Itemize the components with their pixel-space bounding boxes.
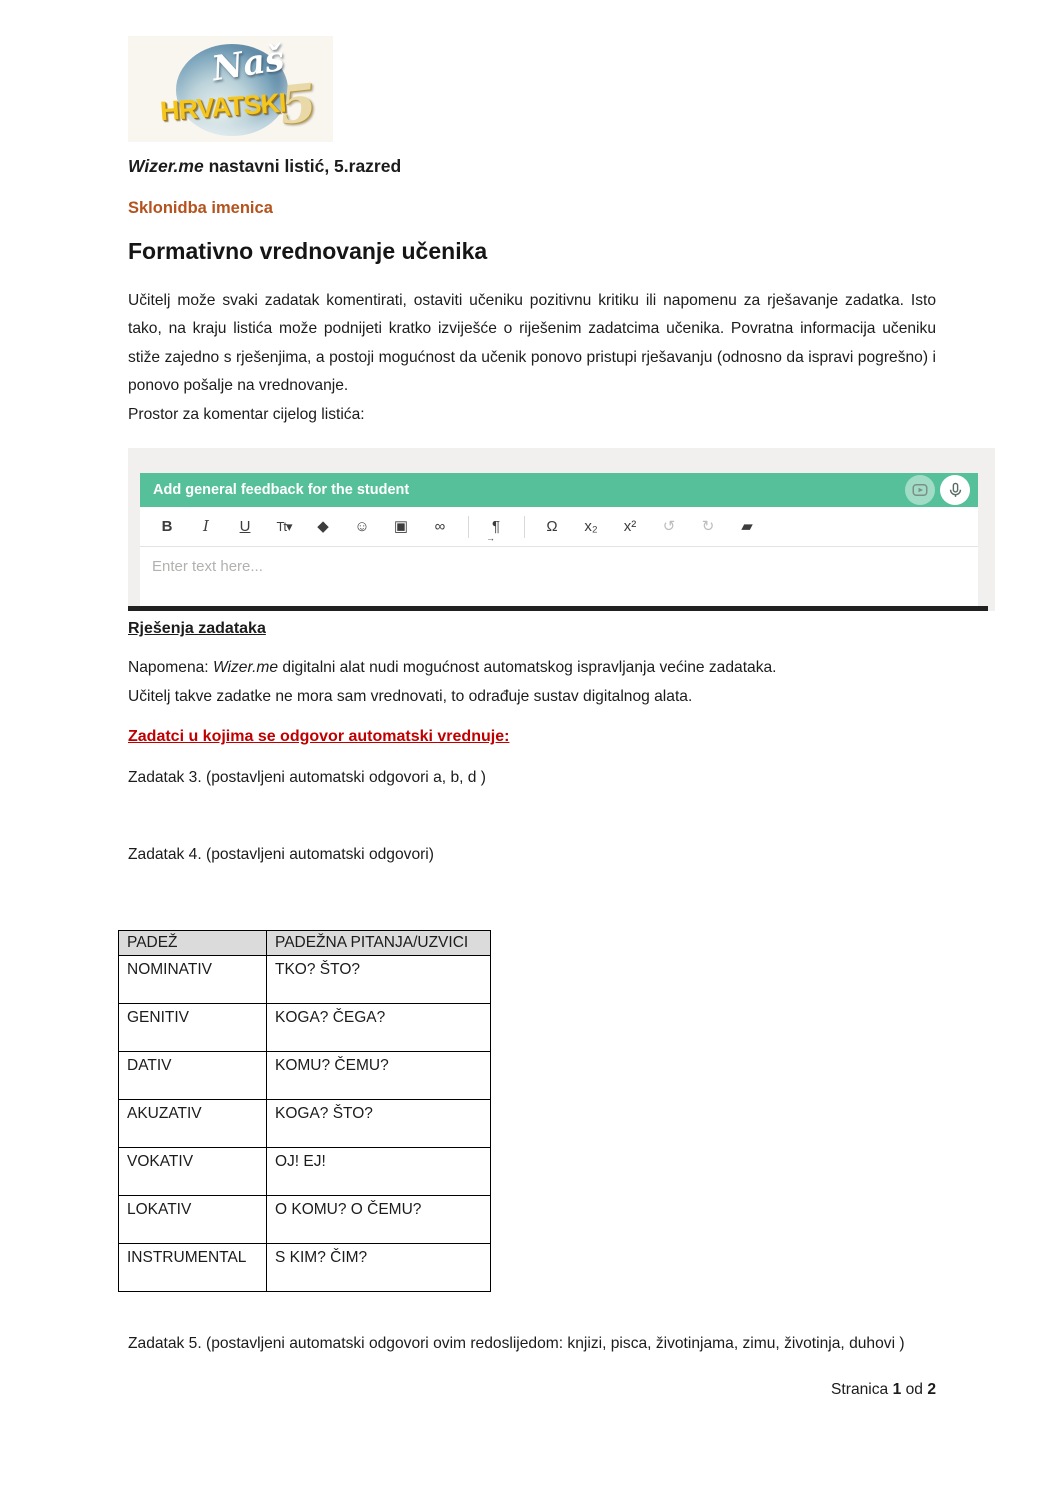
table-header-row [119,931,491,956]
table-header-case: PADEŽ [119,931,267,956]
logo-text-5: 5 [276,72,320,137]
table-row [119,1100,491,1148]
microphone-icon [947,482,964,499]
table-row [119,1244,491,1292]
task-3-line: Zadatak 3. (postavljeni automatski odgovori a, b, d ) [128,769,486,786]
case-question-cell: KOGA? ČEGA? [267,1004,491,1052]
case-question-cell: TKO? ŠTO? [267,956,491,1004]
insert-link-icon[interactable]: ∞ [434,518,446,535]
logo-text-hrvatski: HRVATSKI [159,87,287,127]
special-character-icon[interactable]: Ω [546,518,558,535]
bold-icon[interactable]: B [161,518,173,535]
page-number-footer [128,1381,936,1399]
undo-icon[interactable]: ↺ [662,518,676,535]
note-brand: Wizer.me [212,659,279,676]
video-feedback-button[interactable] [905,475,935,505]
footer-total-pages: 2 [927,1381,936,1398]
page-heading: Formativno vrednovanje učenika [128,238,488,264]
case-name-cell: NOMINATIV [119,956,267,1004]
case-question-cell: KOMU? ČEMU? [267,1052,491,1100]
solutions-heading: Rješenja zadataka [128,620,266,637]
screenshot-crop-line [128,606,988,611]
audio-feedback-button[interactable] [940,475,970,505]
feedback-text-input[interactable]: Enter text here... [152,558,263,575]
footer-current-page: 1 [892,1381,902,1398]
table-header-questions: PADEŽNA PITANJA/UZVICI [267,931,491,956]
case-question-cell: KOGA? ŠTO? [267,1100,491,1148]
footer-label: Stranica [831,1381,889,1398]
comment-space-label: Prostor za komentar cijelog listića: [128,406,365,423]
task-5-line: Zadatak 5. (postavljeni automatski odgovori ovim redoslijedom: knjizi, pisca, životinjama, zimu, životinja, duhovi ) [128,1335,905,1352]
doc-subtitle: Sklonidba imenica [128,199,273,217]
case-name-cell: DATIV [119,1052,267,1100]
table-row [119,956,491,1004]
case-name-cell: AKUZATIV [119,1100,267,1148]
superscript-icon[interactable]: x² [623,518,637,535]
footer-of: od [905,1381,923,1398]
video-feedback-icon [911,481,929,499]
insert-image-icon[interactable]: ▣ [393,518,409,535]
note-line-1 [128,659,777,677]
feedback-widget [140,473,978,606]
note-line-2: Učitelj takve zadatke ne mora sam vrednovati, to odrađuje sustav digitalnog alata. [128,688,693,705]
table-body [119,956,491,1292]
subscript-icon[interactable]: x₂ [584,518,598,535]
feedback-widget-screenshot [128,448,995,611]
note-prefix: Napomena: [128,659,213,676]
case-name-cell: INSTRUMENTAL [119,1244,267,1292]
auto-graded-heading: Zadatci u kojima se odgovor automatski vrednuje: [128,728,510,745]
declension-table [118,930,491,1292]
clear-formatting-icon[interactable]: ▰ [741,518,753,535]
doc-title [128,156,401,177]
redo-icon[interactable]: ↻ [701,518,715,535]
table-row [119,1004,491,1052]
note-rest: digitalni alat nudi mogućnost automatskog ispravljanja većine zadataka. [278,659,777,676]
task-4-line: Zadatak 4. (postavljeni automatski odgovori) [128,846,434,863]
paragraph-direction-icon[interactable]: ¶ → [485,519,507,534]
feedback-widget-header [140,473,978,507]
doc-title-rest: nastavni listić, 5.razred [203,156,402,176]
font-size-icon[interactable]: Tt▾ [276,519,292,534]
case-question-cell: OJ! EJ! [267,1148,491,1196]
emoji-icon[interactable]: ☺ [354,518,370,535]
underline-icon[interactable]: U [239,518,251,535]
table-row [119,1148,491,1196]
case-name-cell: LOKATIV [119,1196,267,1244]
intro-paragraph: Učitelj može svaki zadatak komentirati, ostaviti učeniku pozitivnu kritiku ili napomenu za rješavanje zadatka. Isto tako, na kraju listića može podnijeti kratko izviješće o riješenim zadatcima učenika. Povratna informacija učeniku stiže zajedno s rješenjima, a postoji mogućnost da učenik ponovo pristupi rješavanju (odnosno da ispravi pogrešno) i ponovo pošalje na vrednovanje. [128,292,936,395]
logo-text-nas: Naš [209,38,287,90]
doc-title-brand: Wizer.me [128,156,204,176]
feedback-toolbar [140,507,978,547]
case-question-cell: O KOMU? O ČEMU? [267,1196,491,1244]
case-question-cell: S KIM? ČIM? [267,1244,491,1292]
toolbar-divider [524,516,525,538]
toolbar-divider [468,516,469,538]
case-name-cell: VOKATIV [119,1148,267,1196]
italic-icon[interactable]: I [203,517,209,535]
case-name-cell: GENITIV [119,1004,267,1052]
table-row [119,1196,491,1244]
table-row [119,1052,491,1100]
text-color-icon[interactable]: ◆ [317,518,329,535]
feedback-widget-title: Add general feedback for the student [153,482,410,498]
nas-hrvatski-logo [128,36,333,142]
